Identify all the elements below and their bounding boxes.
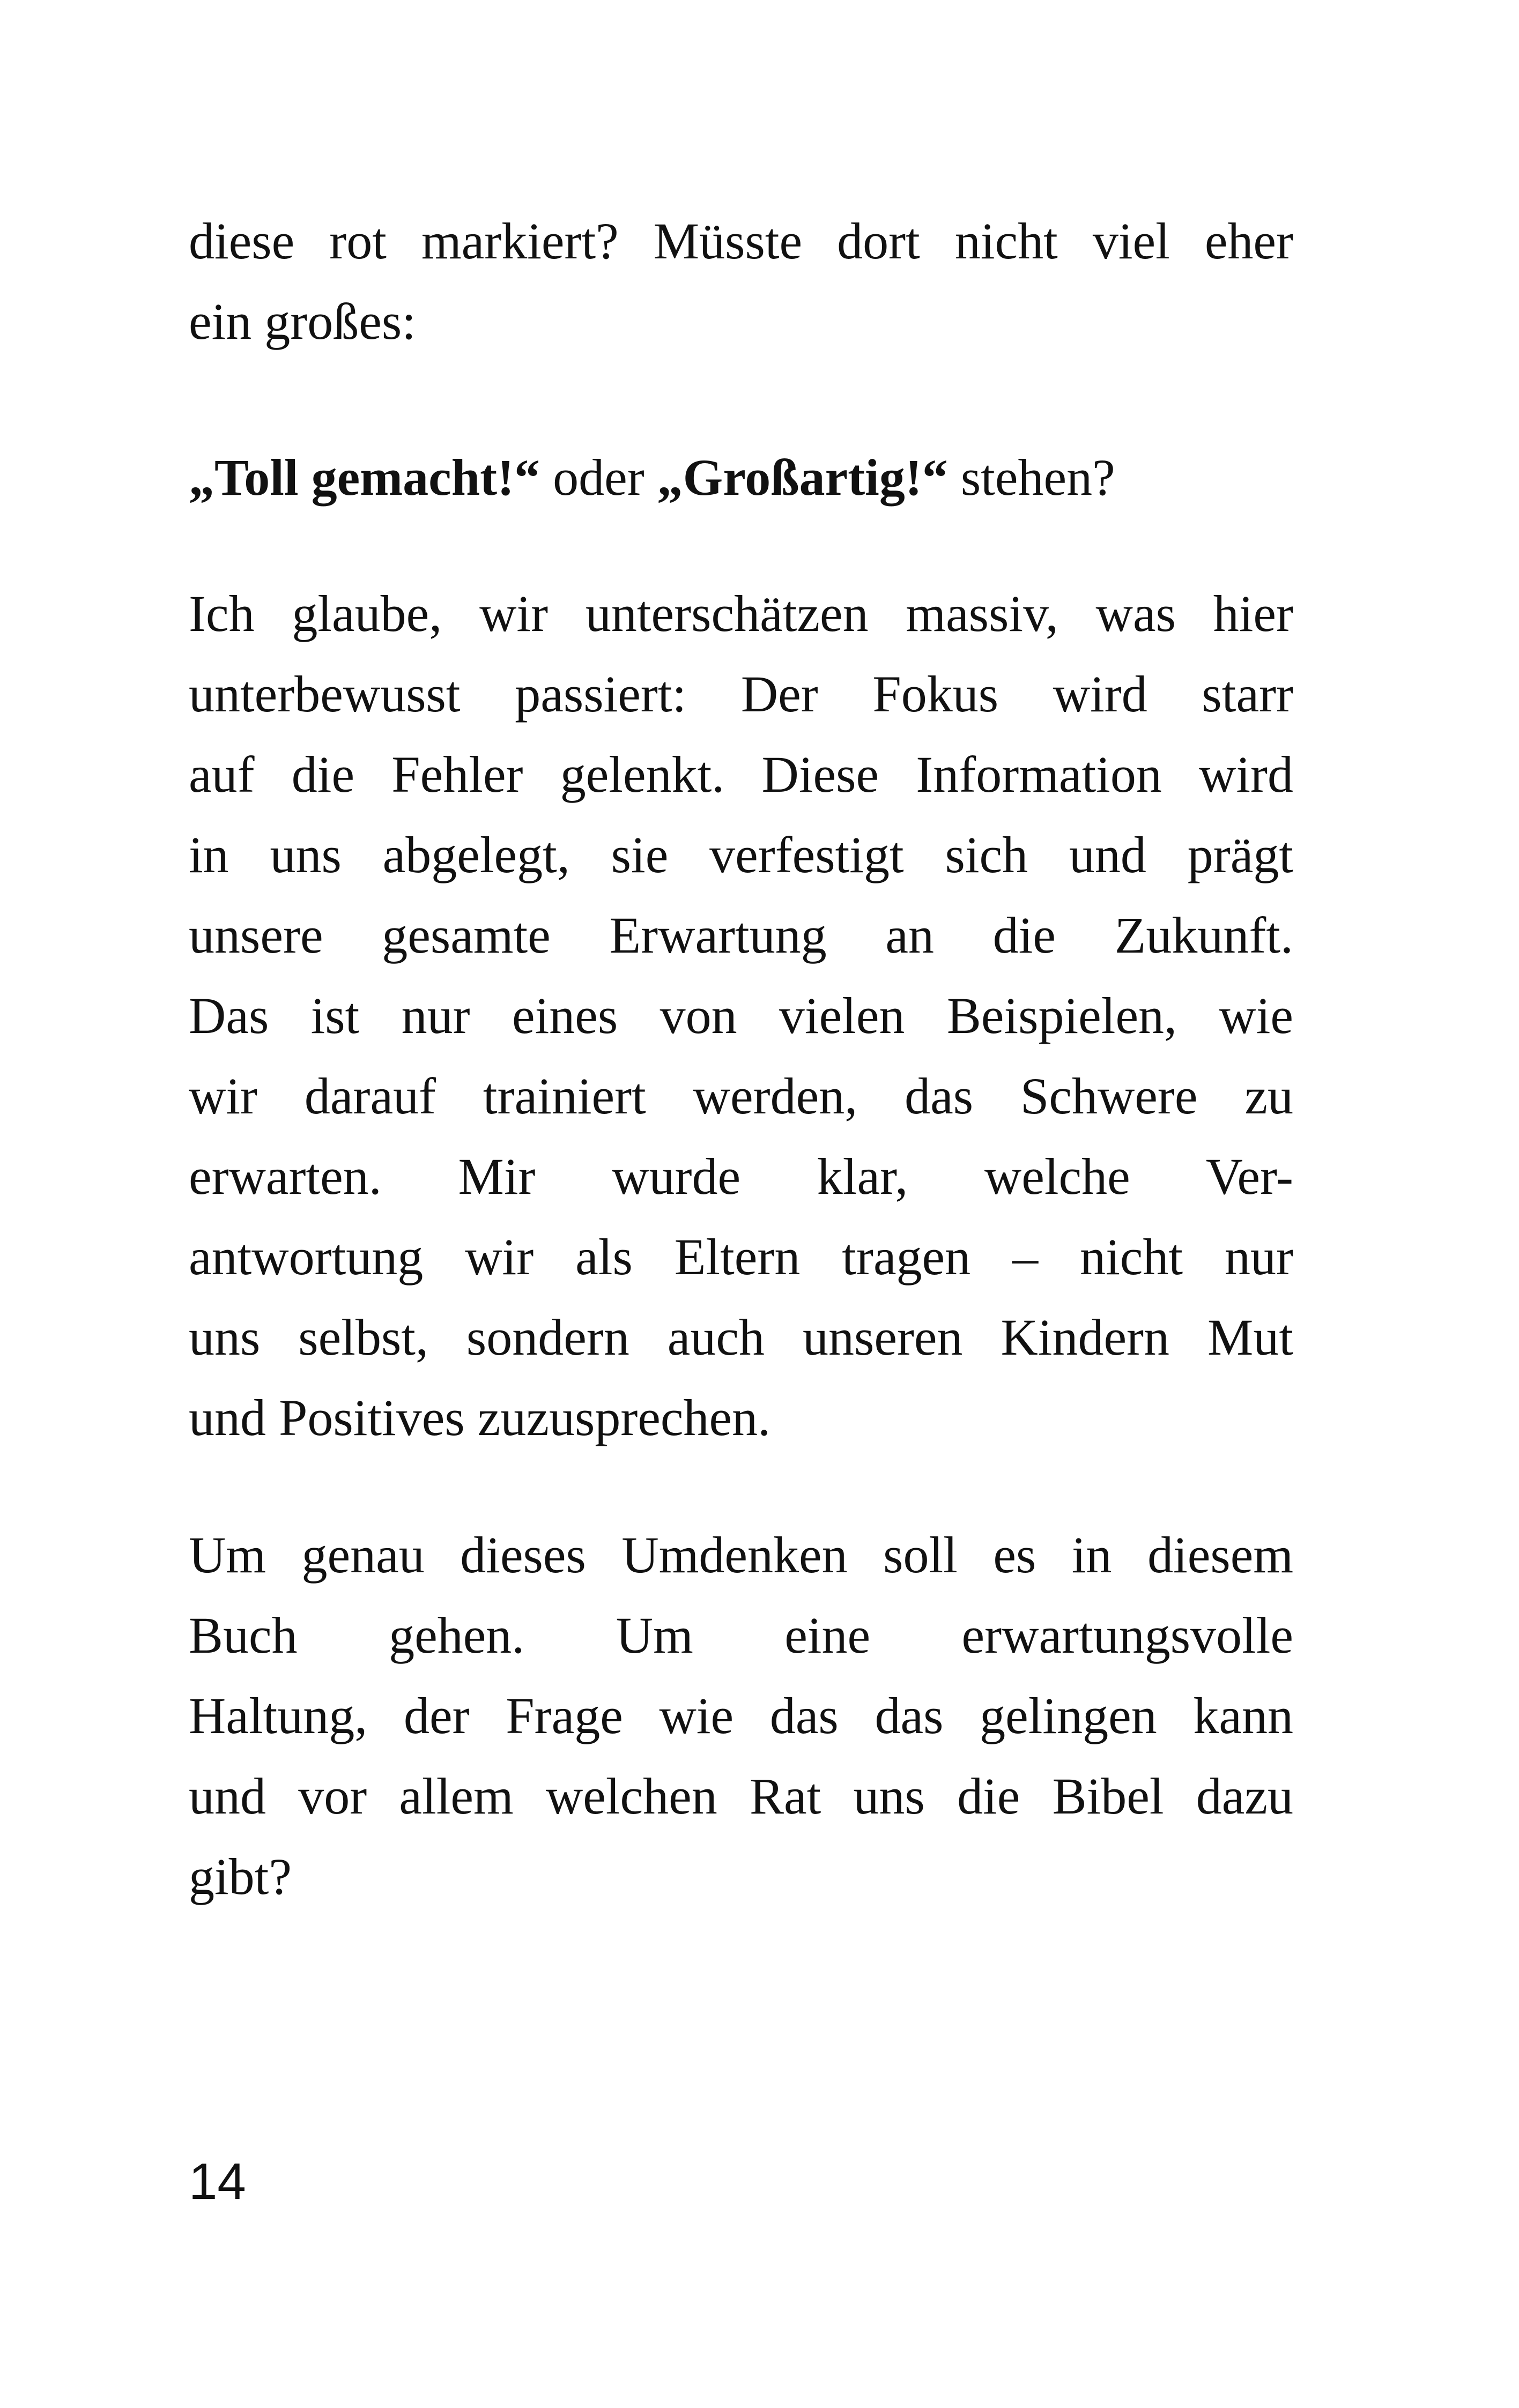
paragraph-4 xyxy=(189,1515,1293,1917)
text-line: antwortung wir als Eltern tragen – nicht nur xyxy=(189,1228,1293,1285)
text-line: Um genau dieses Umdenken soll es in diesem xyxy=(189,1526,1293,1584)
text-line: ein großes: xyxy=(189,293,416,350)
connector-text: oder xyxy=(540,449,657,506)
text-line: wir darauf trainiert werden, das Schwere zu xyxy=(189,1067,1293,1125)
text-line: uns selbst, sondern auch unseren Kindern Mut xyxy=(189,1309,1293,1366)
text-line: diese rot markiert? Müsste dort nicht viel eher xyxy=(189,212,1293,270)
ending-text: stehen? xyxy=(947,449,1115,506)
paragraph-1 xyxy=(189,201,1293,362)
page-number: 14 xyxy=(189,2153,246,2210)
paragraph-2-exclamations xyxy=(189,437,1293,518)
text-line: gibt? xyxy=(189,1848,292,1905)
paragraph-3 xyxy=(189,574,1293,1458)
text-line: erwarten. Mir wurde klar, welche Ver- xyxy=(189,1148,1293,1205)
text-line xyxy=(189,437,1293,518)
text-line: und Positives zuzusprechen. xyxy=(189,1389,771,1446)
text-line: auf die Fehler gelenkt. Diese Information wird xyxy=(189,746,1293,803)
bold-phrase-grossartig: „Großartig!“ xyxy=(657,449,948,506)
text-line: unterbewusst passiert: Der Fokus wird starr xyxy=(189,665,1293,723)
text-line: in uns abgelegt, sie verfestigt sich und prägt xyxy=(189,826,1293,883)
text-line: Buch gehen. Um eine erwartungsvolle xyxy=(189,1607,1293,1664)
bold-phrase-toll-gemacht: „Toll gemacht!“ xyxy=(189,449,540,506)
text-line: Haltung, der Frage wie das das gelingen kann xyxy=(189,1687,1293,1744)
text-line: Das ist nur eines von vielen Beispielen, wie xyxy=(189,987,1293,1044)
text-line: unsere gesamte Erwartung an die Zukunft. xyxy=(189,906,1293,964)
text-line: Ich glaube, wir unterschätzen massiv, was hier xyxy=(189,585,1293,642)
text-line: und vor allem welchen Rat uns die Bibel dazu xyxy=(189,1767,1293,1825)
